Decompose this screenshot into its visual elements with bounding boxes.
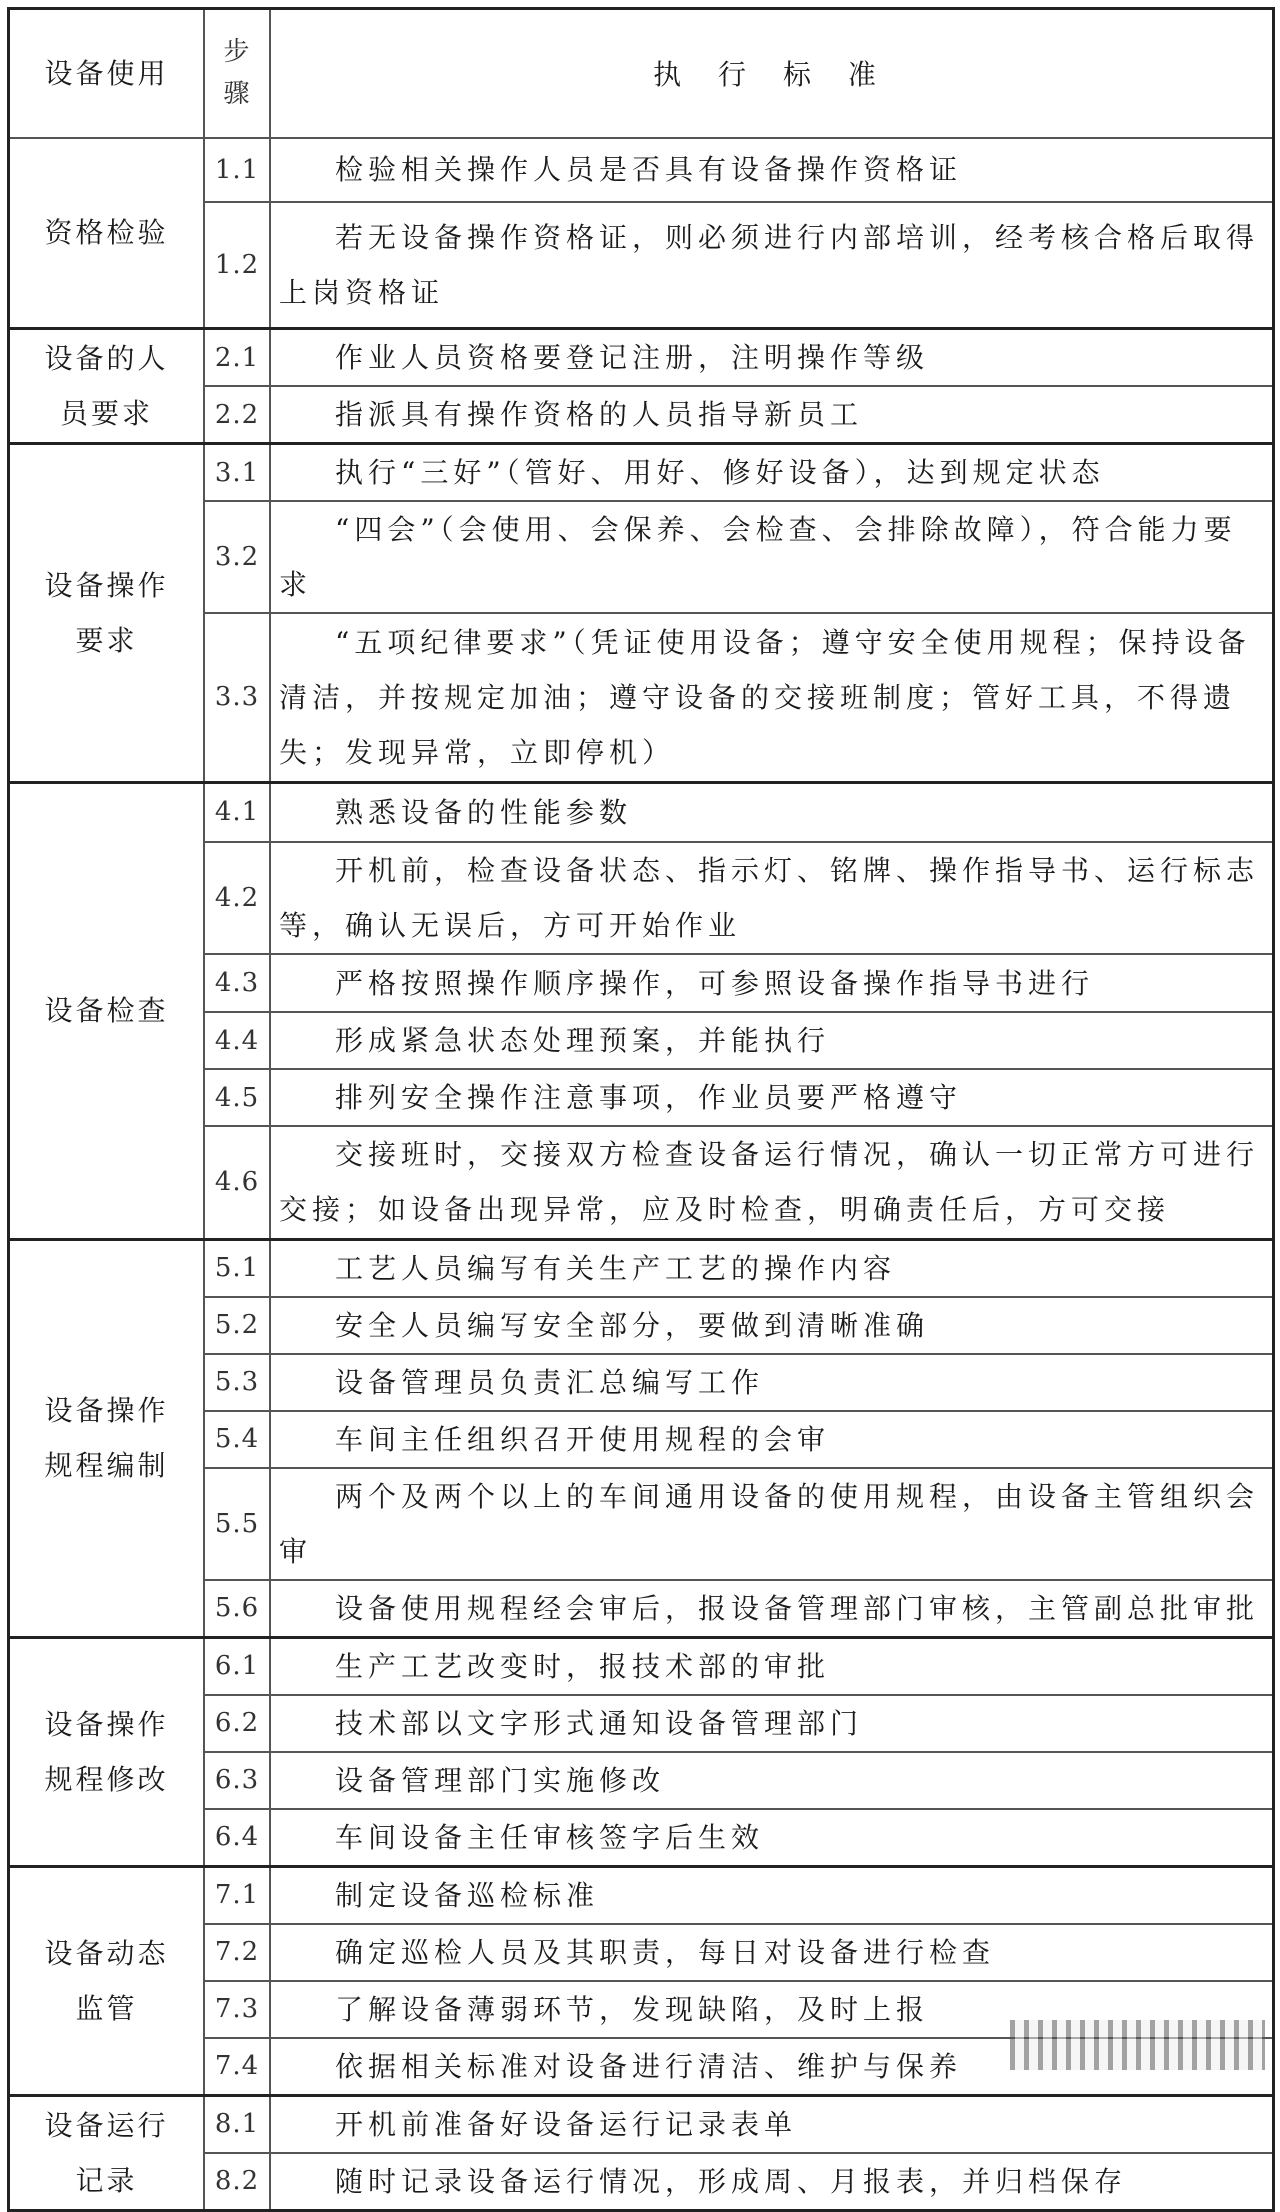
group-label: 设备操作规程修改 <box>44 1707 169 1796</box>
table-row <box>9 329 1274 387</box>
step-standard-text: 依据相关标准对设备进行清洁、维护与保养 <box>270 2038 1274 2096</box>
step-number: 5.3 <box>204 1354 270 1411</box>
group-label: 设备检查 <box>44 994 169 1027</box>
step-standard-text: “四会”（会使用、会保养、会检查、会排除故障），符合能力要求 <box>270 501 1274 613</box>
step-standard-text: 车间设备主任审核签字后生效 <box>270 1809 1274 1867</box>
step-standard-text: 作业人员资格要登记注册，注明操作等级 <box>270 329 1274 387</box>
table-header-row <box>9 9 1274 138</box>
group-cell <box>9 1866 205 2095</box>
step-number: 4.4 <box>204 1012 270 1069</box>
step-number: 7.2 <box>204 1924 270 1981</box>
step-standard-text: 执行“三好”（管好、用好、修好设备），达到规定状态 <box>270 444 1274 502</box>
header-step <box>204 9 270 138</box>
step-standard-text: 形成紧急状态处理预案，并能执行 <box>270 1012 1274 1069</box>
step-standard-text: 设备使用规程经会审后，报设备管理部门审核，主管副总批审批 <box>270 1580 1274 1638</box>
step-standard-text: “五项纪律要求”（凭证使用设备；遵守安全使用规程；保持设备清洁，并按规定加油；遵守设备的交接班制度；管好工具，不得遗失；发现异常，立即停机） <box>270 613 1274 782</box>
header-equipment-use <box>9 9 205 138</box>
group-label: 资格检验 <box>44 216 169 250</box>
step-standard-text: 确定巡检人员及其职责，每日对设备进行检查 <box>270 1924 1274 1981</box>
step-number: 5.2 <box>204 1297 270 1354</box>
step-standard-text: 检验相关操作人员是否具有设备操作资格证 <box>270 138 1274 202</box>
step-number: 1.1 <box>204 138 270 202</box>
table-body <box>9 138 1274 2211</box>
step-number: 3.1 <box>204 444 270 502</box>
step-standard-text: 车间主任组织召开使用规程的会审 <box>270 1411 1274 1468</box>
step-standard-text: 技术部以文字形式通知设备管理部门 <box>270 1695 1274 1752</box>
header-step-label: 步骤 <box>223 37 251 110</box>
step-number: 4.3 <box>204 954 270 1012</box>
step-number: 5.1 <box>204 1239 270 1297</box>
step-standard-text: 指派具有操作资格的人员指导新员工 <box>270 386 1274 444</box>
step-number: 6.4 <box>204 1809 270 1867</box>
step-standard-text: 安全人员编写安全部分，要做到清晰准确 <box>270 1297 1274 1354</box>
step-standard-text: 交接班时，交接双方检查设备运行情况，确认一切正常方可进行交接；如设备出现异常，应及时检查，明确责任后，方可交接 <box>270 1126 1274 1239</box>
table-row <box>9 782 1274 842</box>
step-number: 2.1 <box>204 329 270 387</box>
step-number: 6.3 <box>204 1752 270 1809</box>
equipment-usage-standards-table <box>7 7 1275 2212</box>
step-number: 7.4 <box>204 2038 270 2096</box>
step-standard-text: 严格按照操作顺序操作，可参照设备操作指导书进行 <box>270 954 1274 1012</box>
step-number: 5.5 <box>204 1468 270 1580</box>
step-number: 7.1 <box>204 1866 270 1924</box>
step-number: 4.6 <box>204 1126 270 1239</box>
step-standard-text: 制定设备巡检标准 <box>270 1866 1274 1924</box>
group-label: 设备的人员要求 <box>44 342 169 430</box>
step-number: 4.2 <box>204 842 270 954</box>
step-standard-text: 若无设备操作资格证，则必须进行内部培训，经考核合格后取得上岗资格证 <box>270 202 1274 329</box>
step-standard-text: 两个及两个以上的车间通用设备的使用规程，由设备主管组织会审 <box>270 1468 1274 1580</box>
group-label: 设备动态监管 <box>44 1936 169 2025</box>
group-cell <box>9 138 205 329</box>
step-standard-text: 排列安全操作注意事项，作业员要严格遵守 <box>270 1069 1274 1126</box>
watermark-overlay <box>1010 2020 1265 2070</box>
table-row <box>9 1239 1274 1297</box>
header-standard: 执 行 标 准 <box>270 9 1274 138</box>
step-standard-text: 随时记录设备运行情况，形成周、月报表，并归档保存 <box>270 2153 1274 2211</box>
step-standard-text: 开机前，检查设备状态、指示灯、铭牌、操作指导书、运行标志等，确认无误后，方可开始作业 <box>270 842 1274 954</box>
group-cell <box>9 444 205 783</box>
step-number: 5.6 <box>204 1580 270 1638</box>
step-number: 6.1 <box>204 1637 270 1695</box>
table-row <box>9 2095 1274 2153</box>
group-cell <box>9 1239 205 1637</box>
step-standard-text: 开机前准备好设备运行记录表单 <box>270 2095 1274 2153</box>
step-standard-text: 设备管理员负责汇总编写工作 <box>270 1354 1274 1411</box>
step-number: 3.2 <box>204 501 270 613</box>
step-number: 5.4 <box>204 1411 270 1468</box>
step-number: 1.2 <box>204 202 270 329</box>
group-label: 设备操作要求 <box>44 568 169 657</box>
table-row <box>9 444 1274 502</box>
group-cell <box>9 329 205 444</box>
table-row <box>9 138 1274 202</box>
header-equipment-use-label: 设备使用 <box>44 56 169 90</box>
group-cell <box>9 2095 205 2210</box>
table-row <box>9 1866 1274 1924</box>
step-standard-text: 工艺人员编写有关生产工艺的操作内容 <box>270 1239 1274 1297</box>
step-standard-text: 生产工艺改变时，报技术部的审批 <box>270 1637 1274 1695</box>
group-cell <box>9 1637 205 1866</box>
step-number: 6.2 <box>204 1695 270 1752</box>
step-number: 2.2 <box>204 386 270 444</box>
step-number: 8.1 <box>204 2095 270 2153</box>
table-row <box>9 1637 1274 1695</box>
group-label: 设备操作规程编制 <box>44 1394 169 1482</box>
step-standard-text: 设备管理部门实施修改 <box>270 1752 1274 1809</box>
step-number: 4.1 <box>204 782 270 842</box>
step-number: 4.5 <box>204 1069 270 1126</box>
step-number: 3.3 <box>204 613 270 782</box>
step-number: 7.3 <box>204 1981 270 2038</box>
step-standard-text: 熟悉设备的性能参数 <box>270 782 1274 842</box>
group-cell <box>9 782 205 1239</box>
group-label: 设备运行记录 <box>44 2108 169 2197</box>
step-number: 8.2 <box>204 2153 270 2211</box>
step-standard-text: 了解设备薄弱环节，发现缺陷，及时上报 <box>270 1981 1274 2038</box>
